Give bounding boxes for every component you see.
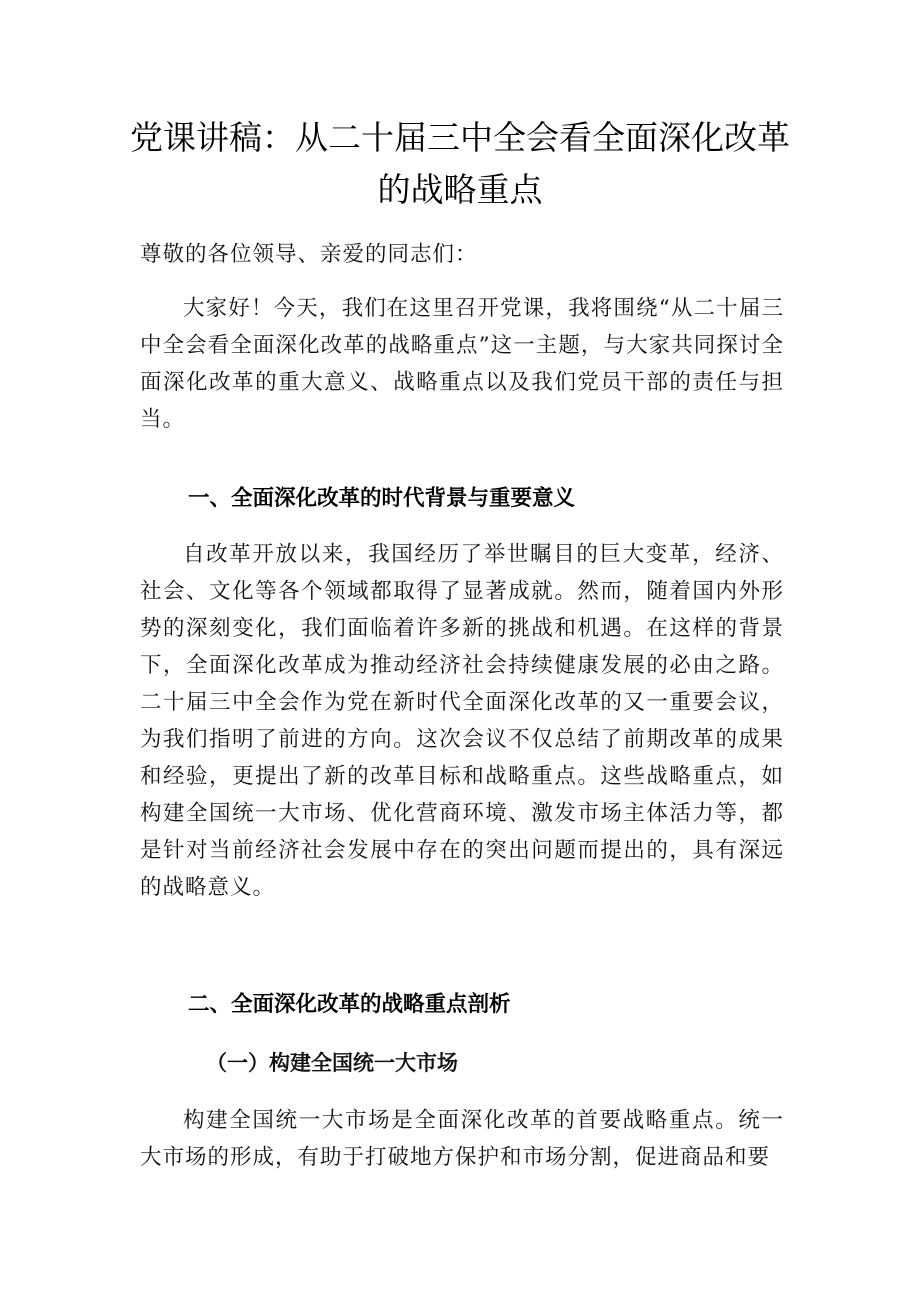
section-1-heading: 一、全面深化改革的时代背景与重要意义: [188, 486, 576, 511]
section-1-paragraph: 自改革开放以来，我国经历了举世瞩目的巨大变革，经济、社会、文化等各个领域都取得了显著成就。然而，随着国内外形势的深刻变化，我们面临着许多新的挑战和机遇。在这样的背景下，全面深化改革成为推动经济社会持续健康发展的必由之路。二十届三中全会作为党在新时代全面深化改革的又一重要会议，为我们指明了前进的方向。这次会议不仅总结了前期改革的成果和经验，更提出了新的改革目标和战略重点。这些战略重点，如构建全国统一大市场、优化营商环境、激发市场主体活力等，都是针对当前经济社会发展中存在的突出问题而提出的，具有深远的战略意义。: [140, 542, 784, 900]
subsection-1-paragraph: 构建全国统一大市场是全面深化改革的首要战略重点。统一大市场的形成，有助于打破地方保护和市场分割，促进商品和要: [140, 1108, 784, 1170]
salutation: 尊敬的各位领导、亲爱的同志们：: [140, 242, 478, 267]
subsection-1-heading: （一）构建全国统一大市场: [206, 1050, 458, 1075]
intro-paragraph: 大家好！今天，我们在这里召开党课，我将围绕“从二十届三中全会看全面深化改革的战略重点”这一主题，与大家共同探讨全面深化改革的重大意义、战略重点以及我们党员干部的责任与担当。: [140, 296, 784, 432]
section-2-heading: 二、全面深化改革的战略重点剖析: [188, 992, 511, 1017]
document-title: 党课讲稿：从二十届三中全会看全面深化改革的战略重点: [130, 118, 790, 209]
